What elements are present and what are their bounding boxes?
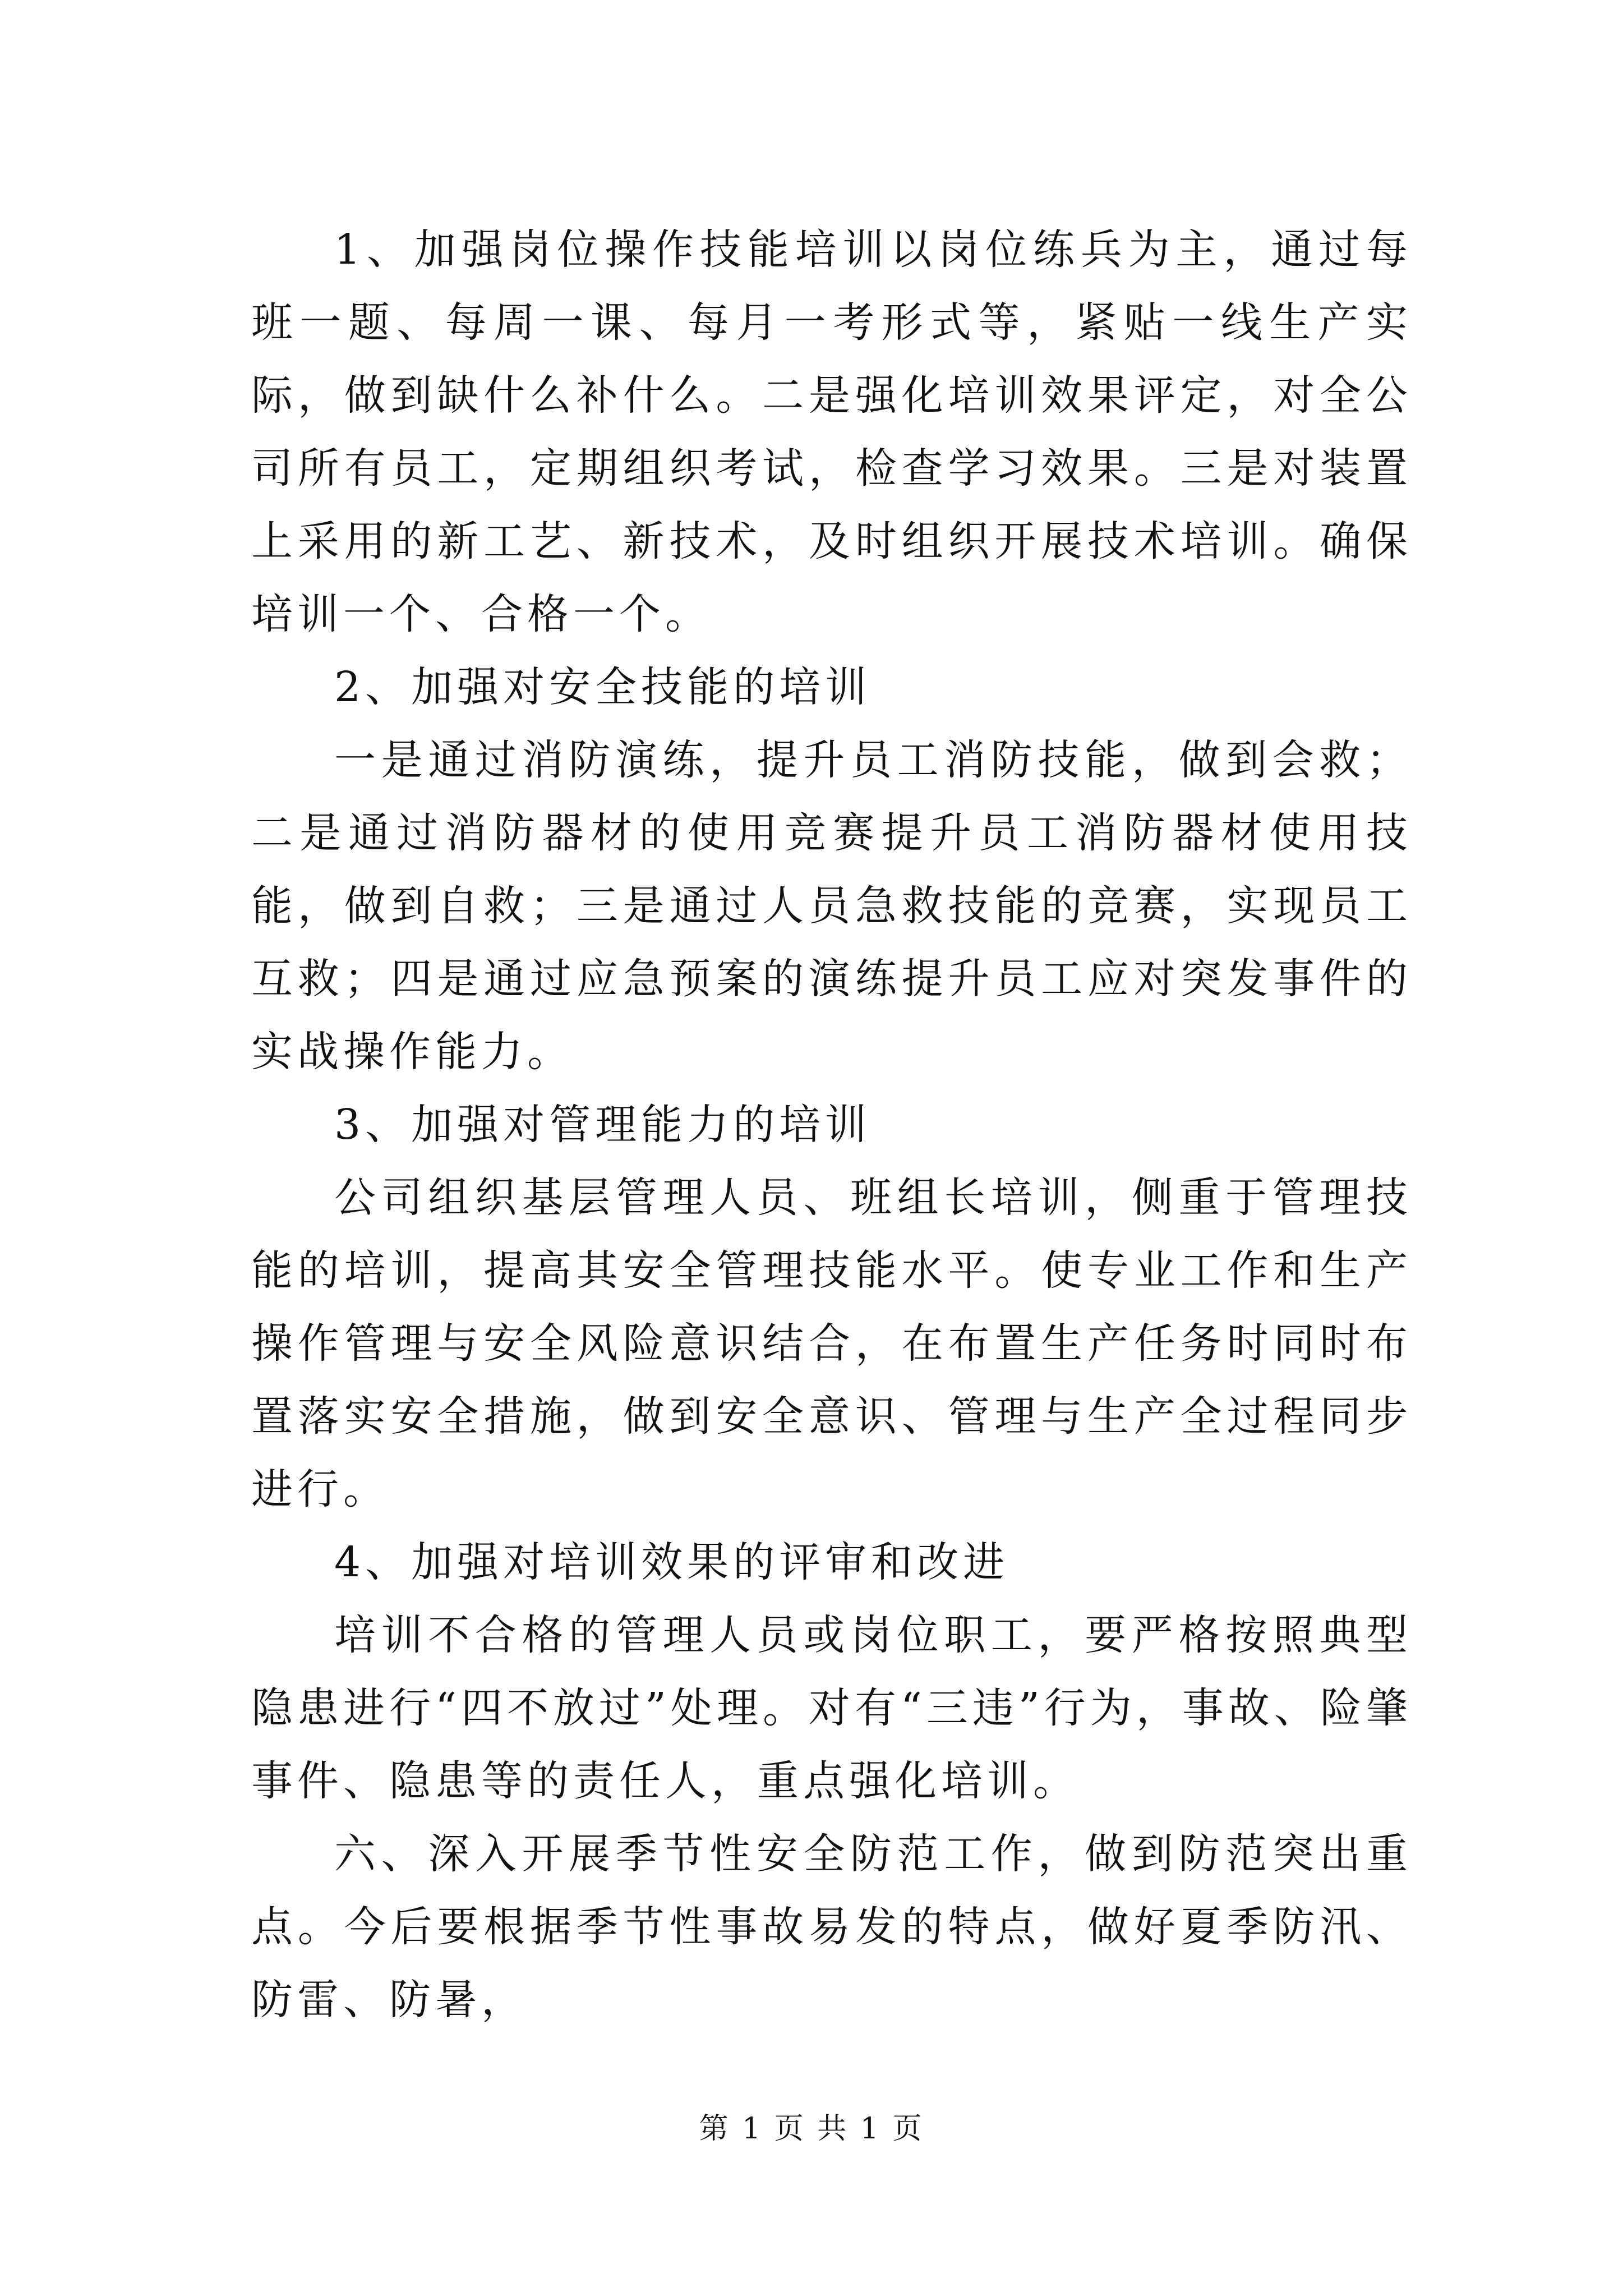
page-number-footer: 第 1 页 共 1 页 [699, 2112, 924, 2146]
document-body [251, 213, 1412, 2036]
paragraph-skill-training: 1、加强岗位操作技能培训以岗位练兵为主，通过每班一题、每周一课、每月一考形式等，紧贴一线生产实际，做到缺什么补什么。二是强化培训效果评定，对全公司所有员工，定期组织考试，检查学习效果。三是对装置上采用的新工艺、新技术，及时组织开展技术培训。确保培训一个、合格一个。 [251, 226, 1412, 638]
heading-management-ability: 3、加强对管理能力的培训 [334, 1101, 872, 1149]
heading-safety-skills: 2、加强对安全技能的培训 [334, 663, 872, 711]
paragraph-seasonal-safety: 六、深入开展季节性安全防范工作，做到防范突出重点。今后要根据季节性事故易发的特点，做好夏季防汛、防雷、防暑， [251, 1830, 1412, 2024]
paragraph-management-ability: 公司组织基层管理人员、班组长培训，侧重于管理技能的培训，提高其安全管理技能水平。使专业工作和生产操作管理与安全风险意识结合，在布置生产任务时同时布置落实安全措施，做到安全意识、管理与生产全过程同步进行。 [251, 1174, 1412, 1513]
paragraph-training-review: 培训不合格的管理人员或岗位职工，要严格按照典型隐患进行“四不放过”处理。对有“三违”行为，事故、险肇事件、隐患等的责任人，重点强化培训。 [251, 1611, 1412, 1805]
heading-training-review: 4、加强对培训效果的评审和改进 [334, 1538, 1009, 1586]
paragraph-safety-skills: 一是通过消防演练，提升员工消防技能，做到会救；二是通过消防器材的使用竞赛提升员工消防器材使用技能，做到自救；三是通过人员急救技能的竞赛，实现员工互救；四是通过应急预案的演练提升员工应对突发事件的实战操作能力。 [251, 736, 1412, 1076]
